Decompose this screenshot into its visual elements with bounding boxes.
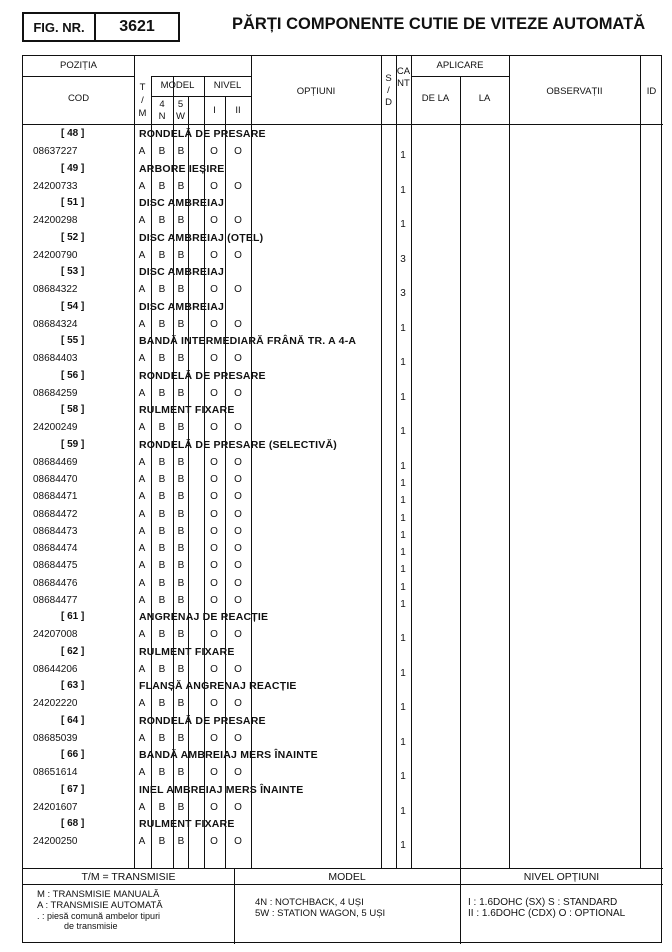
model-5w-cell: B (177, 180, 185, 192)
col-tm-slash: / (141, 95, 144, 106)
position-number: [ 52 ] (61, 231, 85, 243)
nivel-1-cell: O (210, 508, 218, 520)
model-4n-cell: B (158, 284, 166, 296)
part-code: 08684470 (33, 474, 78, 485)
model-4n-cell: B (158, 249, 166, 261)
model-5w-cell: B (177, 249, 185, 261)
tm-cell: A (138, 836, 146, 848)
col-line (460, 76, 461, 868)
nivel-1-cell: O (210, 491, 218, 503)
col-sd-s: S (385, 73, 392, 84)
quantity-cell: 1 (400, 667, 406, 679)
quantity-cell: 1 (400, 495, 406, 507)
position-number: [ 68 ] (61, 818, 85, 829)
position-number: [ 63 ] (61, 680, 85, 691)
tm-cell: A (138, 422, 146, 434)
nivel-2-cell: O (234, 732, 242, 744)
tm-cell: A (138, 491, 146, 503)
tm-cell: A (138, 215, 146, 227)
tm-cell: A (138, 801, 146, 813)
tm-cell: A (138, 318, 146, 330)
tm-cell: A (138, 387, 146, 399)
nivel-1-cell: O (210, 543, 218, 554)
nivel-1-cell: O (210, 577, 218, 589)
nivel-1-cell: O (210, 215, 218, 227)
nivel-2-cell: O (234, 353, 242, 365)
nivel-2-cell: O (234, 594, 242, 606)
section-title: BANDĂ INTERMEDIARĂ FRÂNĂ TR. A 4-A (139, 335, 357, 347)
model-4n-cell: B (158, 577, 166, 589)
col-nivel-1: I (213, 105, 216, 116)
legend-model-line: 4N : NOTCHBACK, 4 UȘI (255, 897, 364, 908)
model-4n-cell: B (158, 801, 166, 813)
section-title: RULMENT FIXARE (139, 404, 235, 416)
nivel-2-cell: O (234, 525, 242, 537)
model-5w-cell: B (177, 474, 185, 485)
nivel-1-cell: O (210, 180, 218, 192)
row-line (23, 76, 134, 77)
model-5w-cell: B (177, 663, 185, 675)
model-4n-cell: B (158, 663, 166, 675)
quantity-cell: 1 (400, 512, 406, 524)
model-4n-cell: B (158, 180, 166, 192)
parts-table (22, 55, 662, 943)
part-code: 08684473 (33, 525, 78, 537)
legend-nivel-line: I : 1.6DOHC (SX) S : STANDARD (468, 897, 618, 908)
model-4n-cell: B (158, 474, 166, 485)
quantity-cell: 1 (400, 547, 406, 558)
position-number: [ 62 ] (61, 645, 85, 657)
quantity-cell: 3 (400, 253, 406, 265)
nivel-1-cell: O (210, 629, 218, 641)
position-number: [ 59 ] (61, 438, 85, 450)
nivel-2-cell: O (234, 491, 242, 503)
quantity-cell: 3 (400, 288, 406, 300)
fig-label-box (22, 12, 96, 42)
quantity-cell: 1 (400, 391, 406, 403)
tm-cell: A (138, 180, 146, 192)
fig-label: FIG. NR. (33, 19, 85, 35)
part-code: 24200790 (33, 249, 78, 261)
legend-title-line (23, 884, 663, 885)
model-4n-cell: B (158, 353, 166, 365)
model-4n-cell: B (158, 422, 166, 434)
section-title: ANGRENAJ DE REACȚIE (139, 611, 269, 623)
nivel-1-cell: O (210, 474, 218, 485)
col-sd-slash: / (387, 85, 390, 96)
nivel-2-cell: O (234, 387, 242, 399)
tm-cell: A (138, 577, 146, 589)
position-number: [ 56 ] (61, 369, 85, 381)
tm-cell: A (138, 732, 146, 744)
col-la: LA (478, 93, 491, 104)
section-title: FLANȘĂ ANGRENAJ REACȚIE (139, 680, 297, 692)
model-4n-cell: B (158, 146, 166, 158)
part-code: 08684475 (33, 560, 78, 572)
nivel-1-cell: O (210, 560, 218, 572)
tm-cell: A (138, 353, 146, 365)
quantity-cell: 1 (400, 529, 406, 541)
part-code: 24200298 (33, 215, 78, 227)
quantity-cell: 1 (400, 357, 406, 369)
quantity-cell: 1 (400, 460, 406, 472)
model-5w-cell: B (177, 508, 185, 520)
part-code: 24200250 (33, 836, 78, 848)
position-number: [ 55 ] (61, 335, 85, 346)
model-4n-cell: B (158, 594, 166, 606)
tm-cell: A (138, 146, 146, 158)
tm-cell: A (138, 249, 146, 261)
legend-tm-line: de transmisie (64, 921, 118, 931)
col-pozitia: POZIȚIA (60, 60, 97, 71)
model-5w-cell: B (177, 698, 185, 710)
section-title: RONDELĂ DE PRESARE (139, 369, 266, 382)
quantity-cell: 1 (400, 840, 406, 852)
col-line (411, 56, 412, 868)
model-4n-cell: B (158, 456, 166, 468)
model-5w-cell: B (177, 318, 185, 330)
row-line (151, 76, 251, 77)
model-5w-cell: B (177, 732, 185, 744)
model-5w-cell: B (177, 594, 185, 606)
quantity-cell: 1 (400, 478, 406, 489)
legend-tm-line: M : TRANSMISIE MANUALĂ (37, 889, 160, 900)
model-5w-cell: B (177, 491, 185, 503)
nivel-2-cell: O (234, 474, 242, 485)
quantity-cell: 1 (400, 322, 406, 334)
part-code: 08644206 (33, 663, 78, 675)
nivel-1-cell: O (210, 284, 218, 296)
model-5w-cell: B (177, 836, 185, 848)
col-id: ID (646, 86, 657, 97)
nivel-2-cell: O (234, 318, 242, 330)
model-5w-cell: B (177, 577, 185, 589)
part-code: 24201607 (33, 801, 78, 813)
model-5w-cell: B (177, 767, 185, 779)
part-code: 08684403 (33, 353, 78, 365)
section-title: DISC AMBREIAJ (139, 197, 225, 209)
col-model-5w: W (176, 111, 185, 122)
tm-cell: A (138, 525, 146, 537)
quantity-cell: 1 (400, 581, 406, 593)
position-number: [ 54 ] (61, 300, 85, 312)
section-title: ARBORE IEȘIRE (139, 162, 225, 175)
section-title: RULMENT FIXARE (139, 818, 235, 830)
legend-top-line (23, 868, 663, 869)
tm-cell: A (138, 663, 146, 675)
section-title: RONDELĂ DE PRESARE (139, 128, 266, 140)
quantity-cell: 1 (400, 771, 406, 783)
nivel-1-cell: O (210, 249, 218, 261)
model-4n-cell: B (158, 525, 166, 537)
nivel-2-cell: O (234, 284, 242, 296)
section-title: RONDELĂ DE PRESARE (139, 714, 266, 727)
section-title: DISC AMBREIAJ (OȚEL) (139, 231, 264, 244)
model-4n-cell: B (158, 508, 166, 520)
nivel-2-cell: O (234, 577, 242, 589)
part-code: 08684259 (33, 387, 78, 399)
position-number: [ 49 ] (61, 162, 85, 174)
model-4n-cell: B (158, 215, 166, 227)
col-model-5: 5 (177, 99, 184, 110)
model-5w-cell: B (177, 543, 185, 554)
page-title: PĂRȚI COMPONENTE CUTIE DE VITEZE AUTOMATĂ (232, 15, 646, 33)
part-code: 08684471 (33, 491, 78, 503)
nivel-1-cell: O (210, 422, 218, 434)
row-line (151, 96, 251, 97)
col-line (251, 56, 252, 868)
col-tm-t: T (139, 82, 146, 93)
quantity-cell: 1 (400, 564, 406, 576)
nivel-1-cell: O (210, 767, 218, 779)
model-4n-cell: B (158, 491, 166, 503)
model-5w-cell: B (177, 525, 185, 537)
model-4n-cell: B (158, 767, 166, 779)
quantity-cell: 1 (400, 633, 406, 645)
model-5w-cell: B (177, 146, 185, 158)
quantity-cell: 1 (400, 184, 406, 196)
col-sd-d: D (385, 97, 392, 108)
model-4n-cell: B (158, 560, 166, 572)
nivel-1-cell: O (210, 353, 218, 365)
fig-number-box (94, 12, 180, 42)
model-5w-cell: B (177, 629, 185, 641)
nivel-1-cell: O (210, 663, 218, 675)
model-4n-cell: B (158, 629, 166, 641)
legend-tm-line: . : piesă comună ambelor tipuri (37, 911, 161, 921)
col-aplicare: APLICARE (436, 60, 484, 71)
tm-cell: A (138, 474, 146, 485)
part-code: 08684474 (33, 543, 78, 554)
model-4n-cell: B (158, 543, 166, 554)
tm-cell: A (138, 508, 146, 520)
nivel-1-cell: O (210, 456, 218, 468)
nivel-2-cell: O (234, 629, 242, 641)
col-cod: COD (67, 93, 90, 104)
quantity-cell: 1 (400, 219, 406, 231)
model-5w-cell: B (177, 387, 185, 399)
quantity-cell: 1 (400, 805, 406, 817)
section-title: RULMENT FIXARE (139, 645, 235, 658)
nivel-1-cell: O (210, 387, 218, 399)
tm-cell: A (138, 629, 146, 641)
nivel-2-cell: O (234, 698, 242, 710)
quantity-cell: 1 (400, 150, 406, 162)
tm-cell: A (138, 543, 146, 554)
section-title: DISC AMBREIAJ (139, 266, 225, 278)
nivel-1-cell: O (210, 836, 218, 848)
nivel-1-cell: O (210, 594, 218, 606)
model-4n-cell: B (158, 698, 166, 710)
nivel-1-cell: O (210, 732, 218, 744)
model-5w-cell: B (177, 456, 185, 468)
col-model-4n: N (158, 111, 166, 122)
position-number: [ 48 ] (61, 128, 85, 139)
part-code: 08684322 (33, 284, 78, 296)
model-4n-cell: B (158, 387, 166, 399)
quantity-cell: 1 (400, 702, 406, 714)
part-code: 08637227 (33, 146, 78, 158)
model-5w-cell: B (177, 801, 185, 813)
tm-cell: A (138, 698, 146, 710)
legend-nivel-line: II : 1.6DOHC (CDX) O : OPTIONAL (468, 908, 626, 919)
tm-cell: A (138, 560, 146, 572)
model-5w-cell: B (177, 284, 185, 296)
tm-cell: A (138, 594, 146, 606)
col-line (509, 56, 510, 868)
section-title: BANDĂ AMBREIAJ MERS ÎNAINTE (139, 749, 318, 761)
model-4n-cell: B (158, 732, 166, 744)
col-cant: CANT (396, 66, 411, 89)
position-number: [ 61 ] (61, 611, 85, 622)
part-code: 08684469 (33, 456, 78, 468)
nivel-2-cell: O (234, 767, 242, 779)
nivel-1-cell: O (210, 698, 218, 710)
col-tm-m: M (138, 108, 147, 119)
col-nivel: NIVEL (213, 80, 242, 91)
model-4n-cell: B (158, 836, 166, 848)
model-4n-cell: B (158, 318, 166, 330)
row-line (411, 76, 509, 77)
model-5w-cell: B (177, 215, 185, 227)
tm-cell: A (138, 456, 146, 468)
tm-cell: A (138, 284, 146, 296)
col-optiuni: OPȚIUNI (296, 86, 336, 97)
nivel-2-cell: O (234, 801, 242, 813)
part-code: 08685039 (33, 732, 78, 744)
nivel-2-cell: O (234, 560, 242, 572)
nivel-2-cell: O (234, 663, 242, 675)
part-code: 08684477 (33, 594, 78, 606)
col-model: MODEL (160, 80, 195, 91)
section-title: INEL AMBREIAJ MERS ÎNAINTE (139, 783, 304, 796)
nivel-1-cell: O (210, 525, 218, 537)
header-bottom-line (23, 124, 663, 125)
part-code: 08684476 (33, 577, 78, 589)
nivel-2-cell: O (234, 422, 242, 434)
legend-nivel-title: NIVEL OPȚIUNI (523, 871, 600, 883)
section-title: RONDELĂ DE PRESARE (SELECTIVĂ) (139, 438, 337, 451)
part-code: 24207008 (33, 629, 78, 641)
part-code: 24202220 (33, 698, 78, 710)
section-title: DISC AMBREIAJ (139, 300, 225, 313)
legend-model-title: MODEL (328, 871, 366, 883)
quantity-cell: 1 (400, 736, 406, 748)
position-number: [ 53 ] (61, 266, 85, 277)
position-number: [ 67 ] (61, 783, 85, 795)
position-number: [ 66 ] (61, 749, 85, 760)
position-number: [ 51 ] (61, 197, 85, 208)
nivel-2-cell: O (234, 249, 242, 261)
nivel-1-cell: O (210, 146, 218, 158)
nivel-2-cell: O (234, 146, 242, 158)
part-code: 24200733 (33, 180, 78, 192)
position-number: [ 58 ] (61, 404, 85, 415)
col-line (381, 56, 382, 868)
col-nivel-2: II (235, 105, 241, 116)
nivel-2-cell: O (234, 215, 242, 227)
model-5w-cell: B (177, 422, 185, 434)
quantity-cell: 1 (400, 426, 406, 438)
nivel-2-cell: O (234, 180, 242, 192)
nivel-1-cell: O (210, 318, 218, 330)
legend-model-line: 5W : STATION WAGON, 5 UȘI (255, 908, 386, 919)
nivel-2-cell: O (234, 543, 242, 554)
tm-cell: A (138, 767, 146, 779)
part-code: 08684324 (33, 318, 78, 330)
nivel-1-cell: O (210, 801, 218, 813)
quantity-cell: 1 (400, 598, 406, 610)
part-code: 08684472 (33, 508, 78, 520)
col-line (640, 56, 641, 868)
part-code: 08651614 (33, 767, 78, 779)
legend-tm-title: T/M = TRANSMISIE (81, 871, 176, 883)
fig-number: 3621 (119, 18, 155, 35)
model-5w-cell: B (177, 560, 185, 572)
nivel-2-cell: O (234, 456, 242, 468)
part-code: 24200249 (33, 422, 78, 434)
col-observatii: OBSERVAȚII (546, 86, 603, 97)
col-model-4: 4 (159, 99, 165, 110)
legend-tm-line: A : TRANSMISIE AUTOMATĂ (37, 900, 163, 911)
col-dela: DE LA (421, 93, 450, 104)
nivel-2-cell: O (234, 508, 242, 520)
position-number: [ 64 ] (61, 714, 85, 726)
model-5w-cell: B (177, 353, 185, 365)
nivel-2-cell: O (234, 836, 242, 848)
